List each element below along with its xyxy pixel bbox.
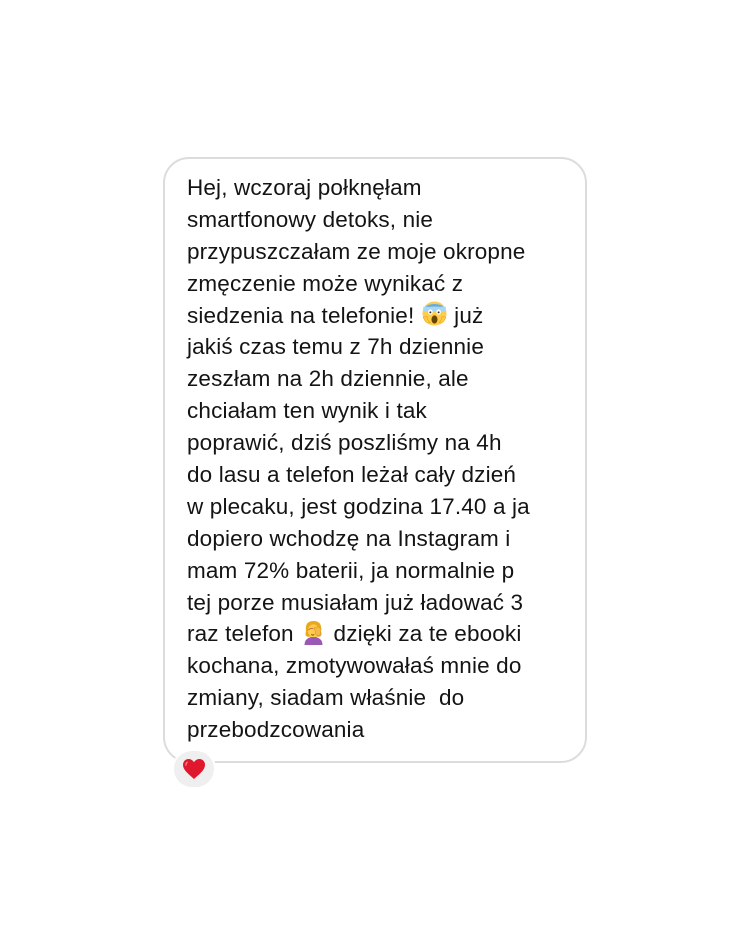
message-line: Hej, wczoraj połknęłam xyxy=(187,175,422,200)
message-line-text: już xyxy=(447,302,484,328)
message-line: w plecaku, jest godzina 17.40 a ja xyxy=(187,493,530,519)
message-line: dopiero wchodzę na Instagram i xyxy=(187,525,511,551)
message-line: zmęczenie może wynikać z xyxy=(187,270,464,296)
message-line: zmiany, siadam właśnie do xyxy=(187,685,465,711)
message-line-text: dzięki za te ebooki xyxy=(327,621,522,647)
message-line: chciałam ten wynik i tak xyxy=(187,398,427,424)
message-line: smartfonowy detoks, nie xyxy=(187,206,434,232)
message-line: tej porze musiałam już ładować 3 xyxy=(187,589,524,615)
message-line: przypuszczałam ze moje okropne xyxy=(187,238,526,264)
face-screaming-in-fear-icon xyxy=(421,300,448,327)
message-line: kochana, zmotywowałaś mnie do xyxy=(187,653,522,679)
message-line: zeszłam na 2h dziennie, ale xyxy=(187,366,469,392)
message-line: jakiś czas temu z 7h dziennie xyxy=(187,334,484,360)
red-heart-icon xyxy=(182,758,206,780)
heart-reaction-badge[interactable] xyxy=(172,749,216,789)
message-line: mam 72% baterii, ja normalnie p xyxy=(187,557,515,583)
message-line xyxy=(187,300,577,332)
message-line: przebodzcowania xyxy=(187,717,365,743)
message-line-text: siedzenia na telefonie! xyxy=(187,302,421,328)
message-line: do lasu a telefon leżał cały dzień xyxy=(187,462,517,488)
message-text xyxy=(187,172,577,746)
message-line: poprawić, dziś poszliśmy na 4h xyxy=(187,430,502,456)
message-line-text: raz telefon xyxy=(187,621,301,647)
woman-facepalming-icon xyxy=(300,618,327,645)
message-line xyxy=(187,618,577,650)
